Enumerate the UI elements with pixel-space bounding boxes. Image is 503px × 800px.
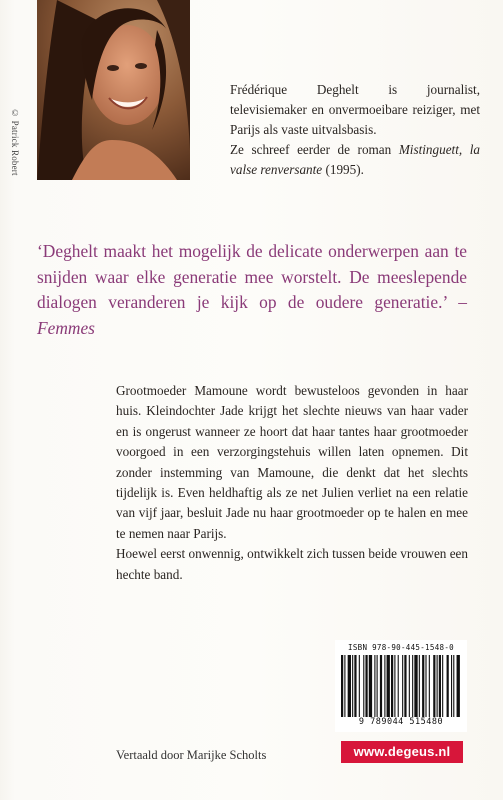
- translator-credit: Vertaald door Marijke Scholts: [116, 748, 267, 762]
- bio-line-2-suffix: (1995).: [322, 162, 364, 177]
- publisher-website[interactable]: www.degeus.nl: [341, 741, 463, 763]
- previous-book-title: Mistinguett, la valse renversante: [230, 142, 480, 177]
- blurb-paragraph-2: Hoewel eerst onwennig, ontwikkelt zich tussen beide vrouwen een hechte band.: [116, 546, 468, 582]
- author-bio: [230, 80, 480, 180]
- author-photo: [37, 0, 190, 180]
- barcode-bars: [341, 655, 461, 717]
- photo-credit: © Patrick Robert: [10, 108, 20, 176]
- bio-line-2: [230, 140, 480, 180]
- blurb-paragraph-1: Grootmoeder Mamoune wordt bewusteloos gevonden in haar huis. Kleindochter Jade krijgt het slechte nieuws van haar vader en is ongerust wanneer ze hoort dat haar tantes haar grootmoeder voorgoed in een verzorgingstehuis willen laten opnemen. Dit zonder instemming van Mamoune, die denkt dat het slechts tijdelijk is. Even heldhaftig als ze net Julien verliet na een relatie van vijf jaar, besluit Jade nu haar grootmoeder op te halen en mee te nemen naar Parijs.: [116, 383, 468, 541]
- press-quote: [37, 239, 467, 341]
- quote-source: Femmes: [37, 317, 95, 338]
- barcode: [335, 640, 467, 732]
- bio-line-2-prefix: Ze schreef eerder de roman: [230, 142, 399, 157]
- ean-digits: 9 789044 515480: [358, 717, 444, 727]
- quote-text: ‘Deghelt maakt het mogelijk de delicate onderwerpen aan te snijden waar elke generatie mee worstelt. De meeslepende dialogen veranderen je kijk op de oudere generatie.’ –: [37, 241, 467, 312]
- book-blurb: [116, 381, 468, 585]
- author-portrait-image: [37, 0, 190, 180]
- bio-line-1: Frédérique Deghelt is journalist, televisiemaker en onvermoeibare reiziger, met Parijs als vaste uitvalsbasis.: [230, 82, 480, 137]
- isbn-label: ISBN 978-90-445-1548-0: [348, 643, 454, 652]
